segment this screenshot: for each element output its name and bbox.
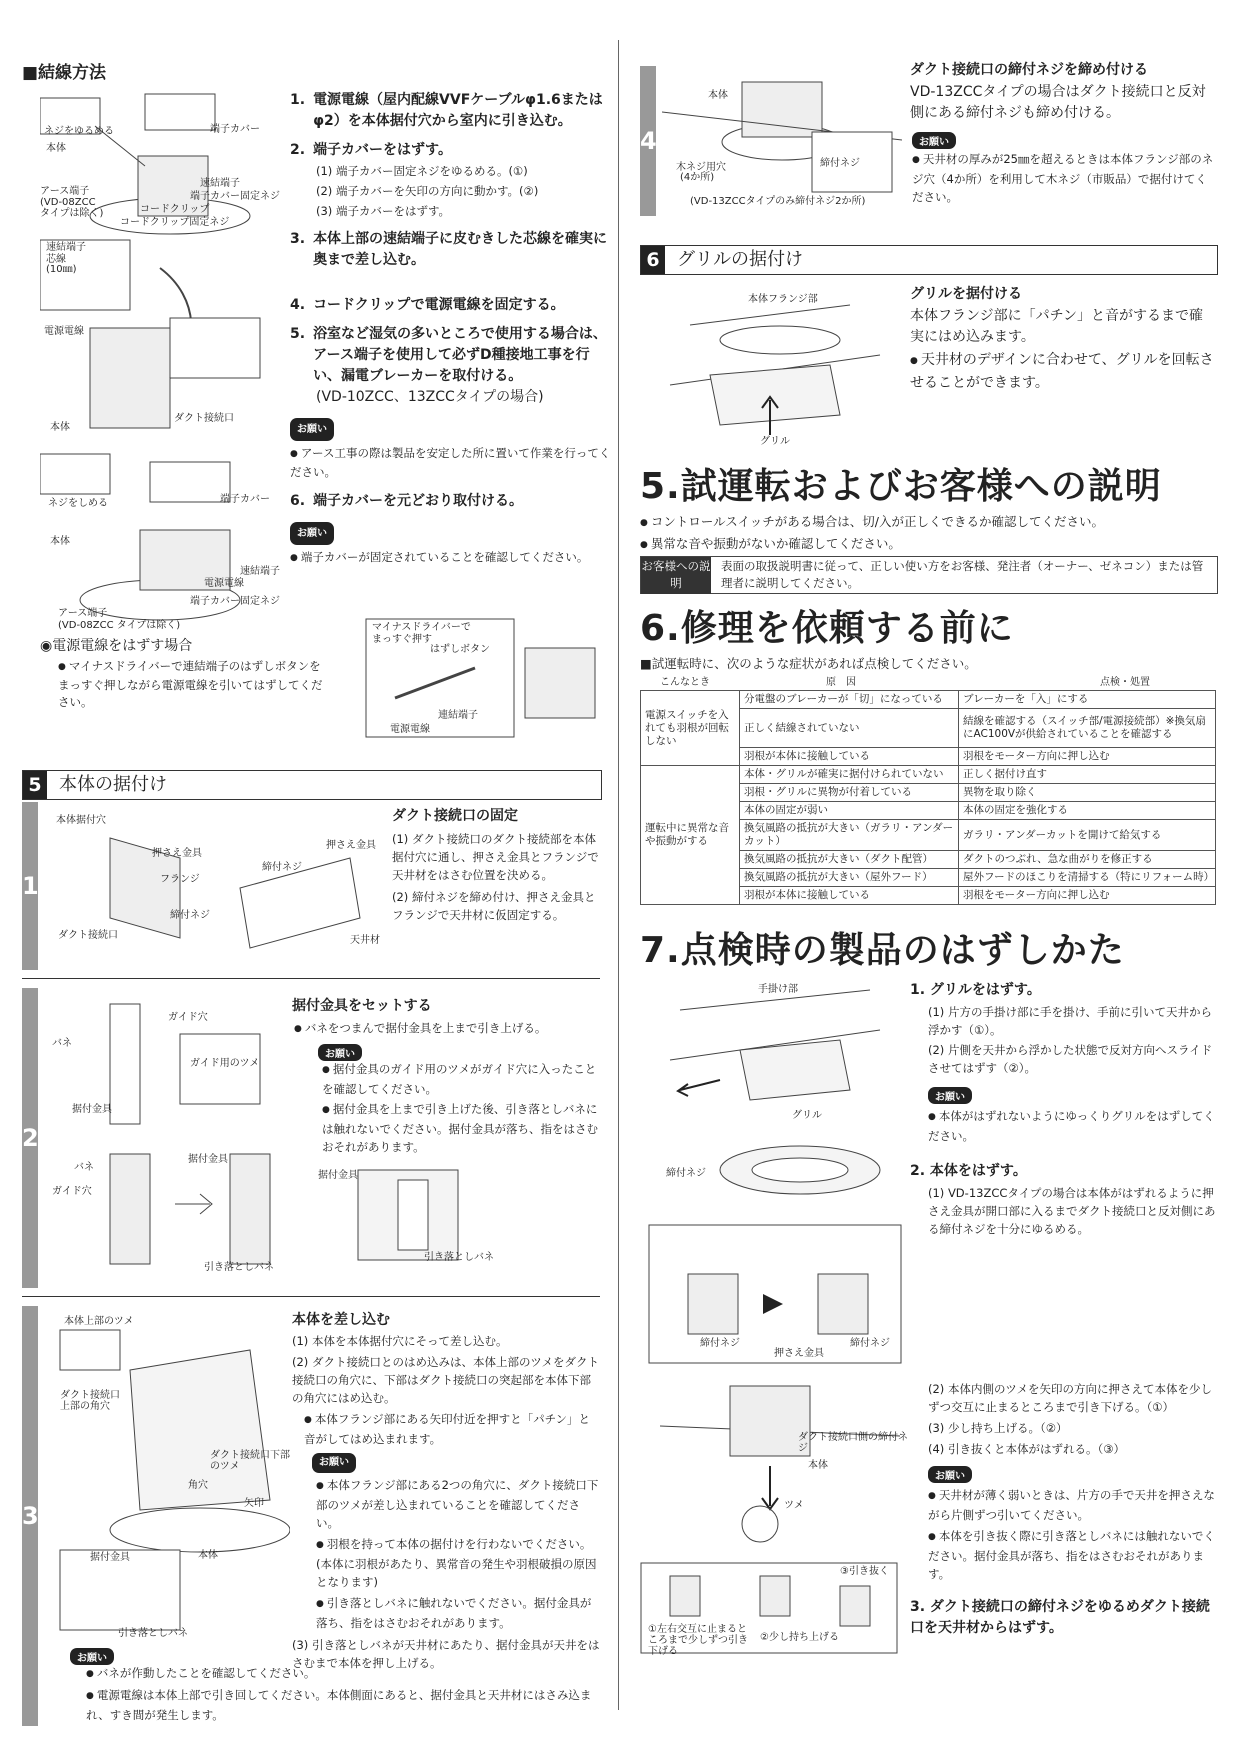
fig-label: 端子カバー bbox=[210, 124, 260, 135]
chapter-7-title: 7.点検時の製品のはずしかた bbox=[640, 930, 1125, 971]
ch7-step2-item: (2) 本体内側のツメを矢印の方向に押さえて本体を少しずつ交互に止まるところまで引き下げる。（①） bbox=[928, 1382, 1212, 1414]
fig-label: 本体 bbox=[708, 90, 728, 101]
fig-label: 据付金具 bbox=[72, 1104, 112, 1115]
action-cell: 屋外フードのほこりを清掃する（特にリフォーム時） bbox=[959, 869, 1216, 887]
section-number: 5 bbox=[23, 771, 47, 799]
fig-label: 締付ネジ bbox=[700, 1338, 740, 1349]
fig-label: アース端子 bbox=[40, 186, 90, 197]
symptom-cell: 運転中に異常な音や振動がする bbox=[641, 766, 740, 905]
action-cell: ダクトのつぶれ、急な曲がりを修正する bbox=[959, 851, 1216, 869]
ch7-step1-note: ● 本体がはずれないようにゆっくりグリルをはずしてください。 bbox=[910, 1107, 1216, 1145]
fig-label: ガイド穴 bbox=[168, 1012, 208, 1023]
fig-label: (4か所) bbox=[680, 172, 715, 183]
section-title: グリルの据付け bbox=[677, 249, 803, 270]
cause-cell: 羽根が本体に接触している bbox=[740, 887, 959, 905]
step1-item: (1) ダクト接続口のダクト接続部を本体据付穴に通し、押さえ金具とフランジで天井材をはさむ位置を決める。 bbox=[392, 832, 599, 882]
table-header: こんなとき bbox=[660, 677, 710, 688]
step3-item: (2) ダクト接続口とのはめ込みは、本体上部のツメをダクト接続口の角穴に、下部はダクト接続口の突起部を本体下部の角穴にはめ込む。 bbox=[292, 1355, 599, 1405]
section-6-header bbox=[640, 245, 1218, 275]
fig-label: ネジをしめる bbox=[48, 498, 108, 509]
fig-label: 電源電線 bbox=[44, 326, 84, 337]
table-header: 原 因 bbox=[826, 677, 856, 688]
fig-label: タイプは除く) bbox=[40, 208, 104, 219]
fig-label: 押さえ金具 bbox=[152, 848, 202, 859]
cause-cell: 分電盤のブレーカーが「切」になっている bbox=[740, 691, 959, 709]
ch7-step2-item: (3) 少し持ち上げる。（②） bbox=[928, 1421, 1068, 1435]
step3-heading: 本体を差し込む bbox=[292, 1312, 390, 1328]
fig-label: 据付金具 bbox=[318, 1170, 358, 1181]
fig-label: 本体据付穴 bbox=[56, 815, 106, 826]
fig-label: 引き落としバネ bbox=[118, 1628, 188, 1639]
insert-body-figure bbox=[50, 1310, 290, 1640]
fig-label: 電源電線 bbox=[390, 724, 430, 735]
cause-cell: 本体の固定が弱い bbox=[740, 802, 959, 820]
caution-badge: お願い bbox=[70, 1648, 114, 1665]
fig-label: フランジ bbox=[160, 874, 200, 885]
step1-heading: ダクト接続口の固定 bbox=[392, 808, 518, 824]
remove-text: ● マイナスドライバーで連結端子のはずしボタンをまっすぐ押しながら電源電線を引いてはずしてください。 bbox=[58, 658, 328, 711]
wiring-step-4: 4. コードクリップで電源電線を固定する。 bbox=[290, 297, 565, 313]
fig-label: 据付金具 bbox=[90, 1552, 130, 1563]
body-pull-figure bbox=[660, 1376, 900, 1546]
fig-label: ガイド穴 bbox=[52, 1186, 92, 1197]
ch6-lead: ■試運転時に、次のような症状があれば点検してください。 bbox=[640, 656, 977, 671]
action-cell: 羽根をモーター方向に押し込む bbox=[959, 887, 1216, 905]
step4-note: ● 天井材の厚みが25㎜を超えるときは本体フランジ部のネジ穴（4か所）を利用して木ネジ（市販品）で据付けてください。 bbox=[912, 150, 1218, 206]
wiring-step-2: 2. 端子カバーをはずす。 bbox=[290, 142, 452, 158]
ch7-step2-item: (4) 引き抜くと本体がはずれる。（③） bbox=[928, 1442, 1126, 1456]
fig-label: 手掛け部 bbox=[758, 984, 798, 995]
fig-label: 押さえ金具 bbox=[326, 840, 376, 851]
step2-heading: 据付金具をセットする bbox=[292, 998, 432, 1014]
action-cell: 正しく据付け直す bbox=[959, 766, 1216, 784]
fig-label: バネ bbox=[52, 1038, 72, 1049]
section-5-header bbox=[22, 770, 602, 800]
fig-label: 締付ネジ bbox=[850, 1338, 890, 1349]
fig-label: 本体 bbox=[808, 1460, 828, 1471]
fig-label: はずしボタン bbox=[430, 644, 490, 655]
sec6-heading: グリルを据付ける bbox=[910, 286, 1022, 302]
fig-label: 本体上部のツメ bbox=[64, 1316, 134, 1327]
fig-label: コードクリップ固定ネジ bbox=[120, 217, 230, 228]
column-divider bbox=[618, 40, 619, 1710]
step3-item: (1) 本体を本体据付穴にそって差し込む。 bbox=[292, 1334, 508, 1348]
symptom-cell: 電源スイッチを入れても羽根が回転しない bbox=[641, 691, 740, 766]
step3-sub: ● 本体フランジ部にある矢印付近を押すと「パチン」と音がしてはめ込まれます。 bbox=[292, 1410, 600, 1448]
step3-note: ● 本体フランジ部にある2つの角穴に、ダクト接続口下部のツメが差し込まれていることを確認してください。 bbox=[292, 1476, 600, 1532]
step3-bottom-note: ● バネが作動したことを確認してください。 bbox=[86, 1664, 600, 1684]
step3-note: ● 引き落としバネに触れないでください。据付金具が落ち、指をはさむおそれがあります。 bbox=[292, 1594, 600, 1632]
fig-label: 端子カバー bbox=[220, 494, 270, 505]
mount-bracket-figure bbox=[50, 994, 290, 1274]
caution-badge: お願い bbox=[312, 1453, 356, 1473]
customer-explain-text: 表面の取扱説明書に従って、正しい使い方をお客様、発注者（オーナー、ゼネコン）または管理者に説明してください。 bbox=[721, 559, 1204, 590]
ch7-step2-note: ● 本体を引き抜く際に引き落としバネには触れないでください。据付金具が落ち、指をはさむおそれがあります。 bbox=[910, 1527, 1216, 1583]
chapter-5-title: 5.試運転およびお客様への説明 bbox=[640, 466, 1162, 507]
fig-label: ダクト接続口上部の角穴 bbox=[60, 1390, 120, 1412]
wiring-step-5: 5. 浴室など湿気の多いところで使用する場合は、アース端子を使用して必ずD種接地工事を行い、漏電ブレーカーを取付ける。 bbox=[290, 326, 607, 384]
divider bbox=[22, 1296, 600, 1297]
step-bar-2: 2 bbox=[22, 988, 38, 1288]
fig-label: 天井材 bbox=[350, 935, 380, 946]
section-title: 本体の据付け bbox=[59, 774, 167, 795]
chapter-6-title: 6.修理を依頼する前に bbox=[640, 608, 1014, 649]
wiring-figure-2 bbox=[40, 238, 290, 438]
fig-label: 電源電線 bbox=[204, 578, 244, 589]
ch7-step1-item: (2) 片側を天井から浮かした状態で反対方向へスライドさせてはずす（②）。 bbox=[928, 1043, 1213, 1075]
caution-note: ● アース工事の際は製品を安定した所に置いて作業を行ってください。 bbox=[290, 445, 615, 481]
cause-cell: 換気風路の抵抗が大きい（ダクト配管） bbox=[740, 851, 959, 869]
fig-label: コードクリップ bbox=[140, 204, 210, 215]
fig-label: 木ネジ用穴 bbox=[676, 162, 726, 173]
fig-label: ネジをゆるめる bbox=[44, 126, 114, 137]
ch7-step2-note: ● 天井材が薄く弱いときは、片方の手で天井を押さえながら片側ずつ引いてください。 bbox=[910, 1486, 1216, 1524]
fig-label: 連結端子 bbox=[438, 710, 478, 721]
action-cell: 結線を確認する（スイッチ部/電源接続部）※換気扇にAC100Vが供給されていることを確認する bbox=[959, 709, 1216, 748]
fig-label: マイナスドライバーで bbox=[372, 622, 471, 633]
caution-badge: お願い bbox=[290, 418, 334, 441]
fig-label: ②少し持ち上げる bbox=[760, 1632, 839, 1643]
ch7-step2-item: (1) VD-13ZCCタイプの場合は本体がはずれるように押さえ金具が開口部に入るまでダクト接続口と反対側にある締付ネジを十分にゆるめる。 bbox=[928, 1186, 1216, 1236]
fig-label: 端子カバー固定ネジ bbox=[190, 191, 280, 202]
fig-label: (VD-13ZCCタイプのみ締付ネジ2か所) bbox=[690, 196, 866, 207]
fig-label: アース端子 bbox=[58, 608, 108, 619]
wiring-step-3: 3. 本体上部の速結端子に皮むきした芯線を確実に奥まで差し込む。 bbox=[290, 231, 608, 268]
fig-label: ガイド用のツメ bbox=[190, 1058, 260, 1069]
caution-badge: お願い bbox=[290, 522, 334, 545]
step4-heading: ダクト接続口の締付ネジを締め付ける bbox=[910, 62, 1148, 78]
wiring-step-6: 6. 端子カバーを元どおり取付ける。 bbox=[290, 493, 524, 509]
fig-label: 引き落としバネ bbox=[424, 1252, 494, 1263]
wiring-step2-sub: (1) 端子カバー固定ネジをゆるめる。(①) bbox=[316, 164, 528, 178]
ch7-step1-item: (1) 片方の手掛け部に手を掛け、手前に引いて天井から浮かす（①）。 bbox=[928, 1005, 1212, 1037]
customer-explain-label: お客様への説明 bbox=[641, 557, 711, 594]
fig-label: 締付ネジ bbox=[666, 1168, 706, 1179]
step2-note: ● 据付金具を上まで引き上げた後、引き落としバネには触れないでください。据付金具が落ち、指をはさむおそれがあります。 bbox=[322, 1100, 600, 1156]
sec6-text: 本体フランジ部に「パチン」と音がするまで確実にはめ込みます。 bbox=[910, 308, 1203, 345]
fig-label: 締付ネジ bbox=[820, 158, 860, 169]
grill-remove-figure bbox=[660, 980, 890, 1120]
table-row bbox=[641, 766, 1216, 784]
duct-screw-figure bbox=[662, 72, 902, 210]
ch7-step-3: 3. ダクト接続口の締付ネジをゆるめダクト接続口を天井材からはずす。 bbox=[910, 1599, 1210, 1636]
caution-badge: お願い bbox=[928, 1466, 972, 1483]
fig-label: 矢印 bbox=[244, 1498, 264, 1509]
step-bar-4: 4 bbox=[640, 66, 656, 216]
fig-label: 本体 bbox=[50, 422, 70, 433]
fig-label: 締付ネジ bbox=[262, 862, 302, 873]
step3-note: ● 羽根を持って本体の据付けを行わないでください。(本体に羽根があたり、異常音の発生や羽根破損の原因となります) bbox=[292, 1535, 600, 1591]
wiring-step2-sub: (2) 端子カバーを矢印の方向に動かす。(②) bbox=[316, 184, 539, 198]
ch7-step-1: 1. グリルをはずす。 bbox=[910, 982, 1041, 998]
grill-install-figure bbox=[650, 285, 890, 460]
fig-label: ③引き抜く bbox=[840, 1566, 889, 1577]
customer-explain-box bbox=[640, 556, 1218, 594]
cause-cell: 本体・グリルが確実に据付けられていない bbox=[740, 766, 959, 784]
fig-label: 締付ネジ bbox=[170, 910, 210, 921]
wiring-step5-note: (VD-10ZCC、13ZCCタイプの場合) bbox=[316, 389, 544, 405]
table-header: 点検・処置 bbox=[1100, 677, 1150, 688]
fig-label: ツメ bbox=[784, 1500, 804, 1511]
step2-lead: ● バネをつまんで据付金具を上まで引き上げる。 bbox=[294, 1020, 594, 1039]
fig-label: (VD-08ZCC タイプは除く) bbox=[58, 620, 181, 631]
ch5-bullet: ● コントロールスイッチがある場合は、切/入が正しくできるか確認してください。 bbox=[640, 512, 1220, 534]
step4-text: VD-13ZCCタイプの場合はダクト接続口と反対側にある締付ネジも締め付ける。 bbox=[910, 84, 1206, 121]
action-cell: ブレーカーを「入」にする bbox=[959, 691, 1216, 709]
wiring-heading: ■結線方法 bbox=[22, 63, 107, 83]
fig-label: 角穴 bbox=[188, 1480, 208, 1491]
cause-cell: 羽根が本体に接触している bbox=[740, 748, 959, 766]
fig-label: 本体 bbox=[50, 536, 70, 547]
section-number: 6 bbox=[641, 246, 665, 274]
caution-badge: お願い bbox=[912, 132, 956, 149]
step3-bottom-note: ● 電源電線は本体上部で引き回してください。本体側面にあると、据付金具と天井材にはさみ込まれ、すき間が発生します。 bbox=[86, 1686, 600, 1724]
action-cell: 本体の固定を強化する bbox=[959, 802, 1216, 820]
ch7-step-2: 2. 本体をはずす。 bbox=[910, 1163, 1027, 1179]
fig-label: グリル bbox=[760, 436, 790, 447]
fig-label: 本体 bbox=[46, 143, 66, 154]
fig-label: 本体フランジ部 bbox=[748, 294, 818, 305]
fig-label: 本体 bbox=[198, 1550, 218, 1561]
caution-badge: お願い bbox=[318, 1044, 362, 1061]
cause-cell: 換気風路の抵抗が大きい（屋外フード） bbox=[740, 869, 959, 887]
cause-cell: 羽根・グリルに異物が付着している bbox=[740, 784, 959, 802]
caution-badge: お願い bbox=[928, 1087, 972, 1104]
fig-label: 芯線 bbox=[46, 254, 66, 265]
fig-label: 速結端子 bbox=[240, 566, 280, 577]
fig-label: ダクト接続口 bbox=[174, 413, 234, 424]
troubleshooting-table bbox=[640, 690, 1216, 905]
fig-label: 引き落としバネ bbox=[204, 1262, 274, 1273]
fig-label: 速結端子 bbox=[46, 242, 86, 253]
wiring-step-1: 1. 電源電線（屋内配線VVFケーブルφ1.6またはφ2）を本体据付穴から室内に引き込む。 bbox=[290, 92, 603, 129]
cause-cell: 換気風路の抵抗が大きい（ガラリ・アンダーカット） bbox=[740, 820, 959, 851]
fig-label: ダクト接続口側の締付ネジ bbox=[798, 1432, 908, 1454]
sec6-note: ● 天井材のデザインに合わせて、グリルを回転させることができます。 bbox=[910, 350, 1216, 394]
caution-note: ● 端子カバーが固定されていることを確認してください。 bbox=[290, 549, 615, 568]
fig-label: ①左右交互に止まるところまで少しずつ引き下げる bbox=[648, 1624, 748, 1657]
fig-label: (VD-08ZCC bbox=[40, 197, 96, 208]
step-bar-3: 3 bbox=[22, 1306, 38, 1726]
fig-label: ダクト接続口下部のツメ bbox=[210, 1450, 290, 1472]
fig-label: 端子カバー固定ネジ bbox=[190, 596, 280, 607]
divider bbox=[22, 978, 600, 979]
step3-item: (3) 引き落としバネが天井材にあたり、据付金具が天井をはさむまで本体を押し上げる。 bbox=[292, 1638, 600, 1670]
step-bar-1: 1 bbox=[22, 802, 38, 970]
action-cell: ガラリ・アンダーカットを開けて給気する bbox=[959, 820, 1216, 851]
step2-note: ● 据付金具のガイド用のツメがガイド穴に入ったことを確認してください。 bbox=[322, 1060, 600, 1098]
cause-cell: 正しく結線されていない bbox=[740, 709, 959, 748]
fig-label: (10㎜) bbox=[46, 264, 77, 275]
action-cell: 異物を取り除く bbox=[959, 784, 1216, 802]
fig-label: バネ bbox=[74, 1162, 94, 1173]
fig-label: まっすぐ押す bbox=[372, 634, 432, 645]
remove-heading: ◉電源電線をはずす場合 bbox=[40, 638, 193, 654]
ch5-bullet: ● 異常な音や振動がないか確認してください。 bbox=[640, 534, 1220, 556]
action-cell: 羽根をモーター方向に押し込む bbox=[959, 748, 1216, 766]
fig-label: 据付金具 bbox=[188, 1154, 228, 1165]
fig-label: ダクト接続口 bbox=[58, 930, 118, 941]
fig-label: 速結端子 bbox=[200, 178, 240, 189]
fig-label: グリル bbox=[792, 1110, 822, 1121]
table-row bbox=[641, 691, 1216, 709]
wiring-step2-sub: (3) 端子カバーをはずす。 bbox=[316, 204, 451, 218]
fig-label: 押さえ金具 bbox=[774, 1348, 824, 1359]
step1-item: (2) 締付ネジを締め付け、押さえ金具とフランジで天井材に仮固定する。 bbox=[392, 890, 596, 922]
